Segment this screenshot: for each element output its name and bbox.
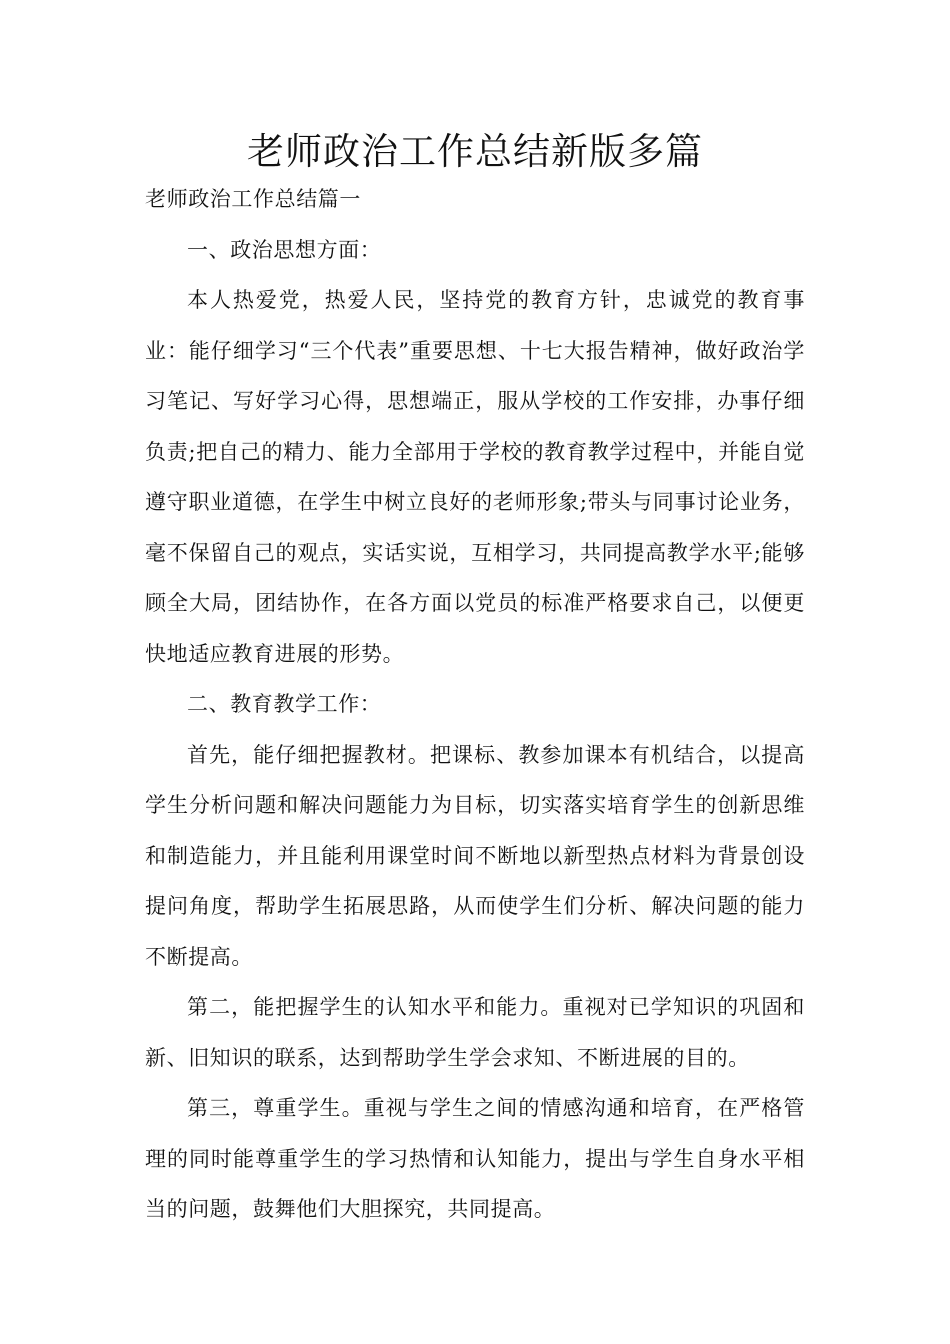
paragraph-third: 第三，尊重学生。重视与学生之间的情感沟通和培育，在严格管理的同时能尊重学生的学习热情和认知能力，提出与学生自身水平相当的问题，鼓舞他们大胆探究，共同提高。 (145, 1096, 805, 1221)
document-title: 老师政治工作总结新版多篇 (247, 130, 703, 173)
paragraph-teaching-heading: 二、教育教学工作： (187, 692, 382, 716)
document-body (145, 174, 805, 1235)
paragraph-first: 首先，能仔细把握教材。把课标、教参加课本有机结合，以提高学生分析问题和解决问题能力为目标，切实落实培育学生的创新思维和制造能力，并且能利用课堂时间不断地以新型热点材料为背景创设提问角度，帮助学生拓展思路，从而使学生们分析、解决问题的能力不断提高。 (145, 742, 805, 969)
paragraph-political-body: 本人热爱党，热爱人民，坚持党的教育方针，忠诚党的教育事业：能仔细学习“三个代表”重要思想、十七大报告精神，做好政治学习笔记、写好学习心得，思想端正，服从学校的工作安排，办事仔细负责;把自己的精力、能力全部用于学校的教育教学过程中，并能自觉遵守职业道德，在学生中树立良好的老师形象;带头与同事讨论业务，毫不保留自己的观点，实话实说，互相学习，共同提高教学水平;能够顾全大局，团结协作，在各方面以党员的标准严格要求自己，以便更快地适应教育进展的形势。 (145, 288, 805, 666)
paragraph-second: 第二，能把握学生的认知水平和能力。重视对已学知识的巩固和新、旧知识的联系，达到帮助学生学会求知、不断进展的目的。 (145, 995, 805, 1070)
section-heading: 老师政治工作总结篇一 (145, 187, 361, 211)
paragraph-political-heading: 一、政治思想方面： (187, 237, 382, 262)
